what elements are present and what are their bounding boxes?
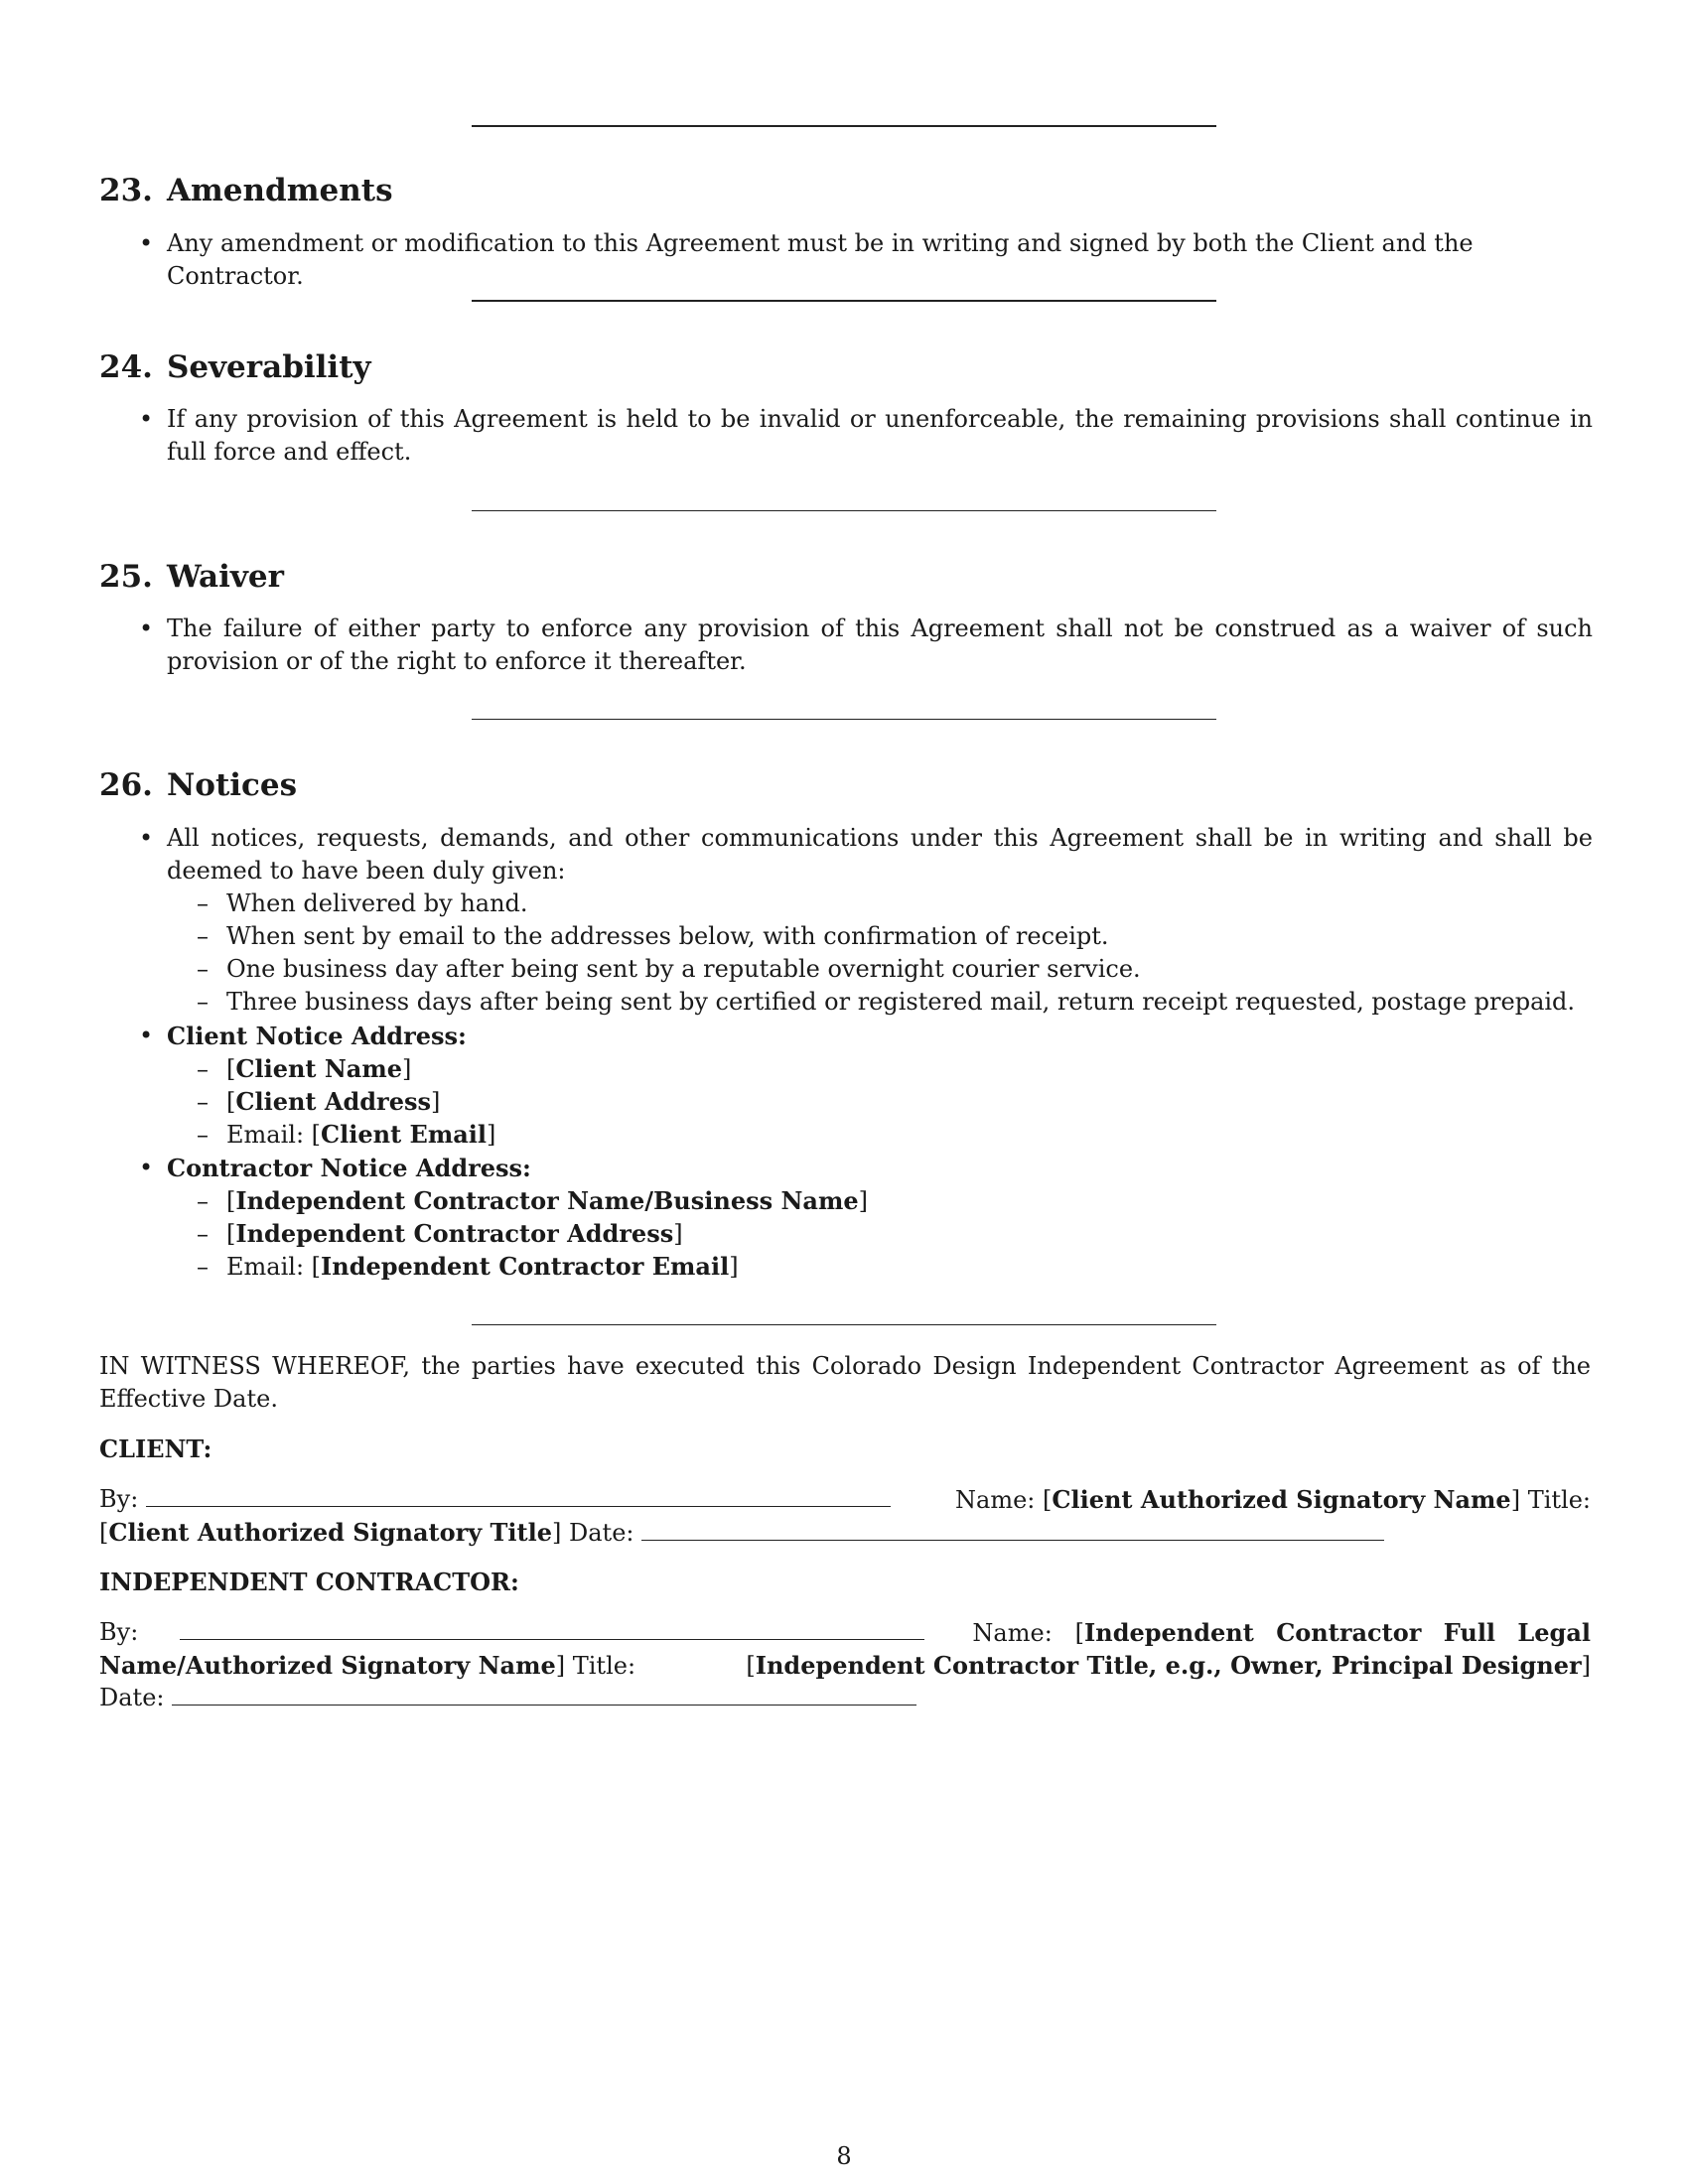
list-item: – When sent by email to the addresses below, with confirmation of receipt. [197, 922, 1109, 950]
section-title: Waiver [166, 559, 284, 595]
list-item: – [Client Address] [197, 1087, 441, 1116]
section-divider [472, 719, 1216, 720]
client-signature-field[interactable] [146, 1484, 891, 1507]
bullet-text: All notices, requests, demands, and other communications under this Agreement shall be in writing and shall be deemed to have been duly given: [167, 824, 1593, 885]
bullet-text: If any provision of this Agreement is held to be invalid or unenforceable, the remaining provisions shall continue in full force and effect. [167, 405, 1593, 466]
bullet-icon: • [139, 1154, 154, 1181]
list-item: – Email: [Independent Contractor Email] [197, 1252, 739, 1281]
list-item: – Email: [Client Email] [197, 1120, 496, 1149]
section-number: 24. [99, 349, 153, 385]
section-number: 25. [99, 559, 153, 595]
contractor-signature-line-2: Name/Authorized Signatory Name] Title: [Independent Contractor Title, e.g., Owner, Principal Designer] [99, 1651, 1591, 1680]
section-heading-amendments [99, 171, 393, 210]
section-divider [472, 510, 1216, 511]
section-heading-waiver [99, 557, 284, 597]
witness-paragraph: IN WITNESS WHEREOF, the parties have executed this Colorado Design Independent Contractor Agreement as of the Effective Date. [99, 1352, 1591, 1413]
bullet-icon: • [139, 405, 154, 433]
list-item: – [Independent Contractor Address] [197, 1219, 683, 1248]
contractor-notice-heading: Contractor Notice Address: [167, 1154, 531, 1182]
section-divider [472, 300, 1216, 302]
client-notice-heading: Client Notice Address: [167, 1022, 467, 1050]
contractor-block-heading: INDEPENDENT CONTRACTOR: [99, 1568, 519, 1596]
section-heading-notices [99, 765, 297, 805]
client-signature-line-1: By: Name: [Client Authorized Signatory Name] Title: [99, 1485, 1591, 1514]
section-number: 23. [99, 173, 153, 208]
bullet-icon: • [139, 229, 154, 257]
client-signature-line-2: [Client Authorized Signatory Title] Date: [99, 1516, 1591, 1550]
section-divider [472, 1324, 1216, 1325]
list-item: – [Independent Contractor Name/Business Name] [197, 1186, 868, 1215]
client-block-heading: CLIENT: [99, 1434, 212, 1463]
section-title: Notices [166, 767, 298, 803]
bullet-icon: • [139, 614, 154, 642]
bullet-text: The failure of either party to enforce any provision of this Agreement shall not be construed as a waiver of such provision or of the right to enforce it thereafter. [167, 614, 1593, 675]
list-item: – When delivered by hand. [197, 889, 528, 917]
section-heading-severability [99, 347, 371, 387]
section-number: 26. [99, 767, 153, 803]
bullet-text: Any amendment or modification to this Agreement must be in writing and signed by both the Client and the Contractor. [167, 229, 1474, 290]
contractor-signature-line-3: Date: [99, 1682, 1591, 1714]
section-title: Severability [166, 349, 371, 385]
list-item: – One business day after being sent by a reputable overnight courier service. [197, 955, 1141, 983]
bullet-icon: • [139, 824, 154, 852]
client-date-field[interactable] [641, 1518, 1384, 1541]
section-divider [472, 125, 1216, 127]
contractor-signature-field[interactable] [180, 1617, 924, 1640]
section-title: Amendments [166, 173, 393, 208]
list-item: – Three business days after being sent by certified or registered mail, return receipt requested, postage prepaid. [197, 988, 1576, 1016]
contractor-date-field[interactable] [172, 1683, 916, 1706]
list-item: – [Client Name] [197, 1054, 412, 1083]
page-number: 8 [836, 2142, 852, 2170]
bullet-icon: • [139, 1022, 154, 1049]
contractor-signature-line-1: By: Name: [Independent Contractor Full Legal [99, 1618, 1591, 1647]
